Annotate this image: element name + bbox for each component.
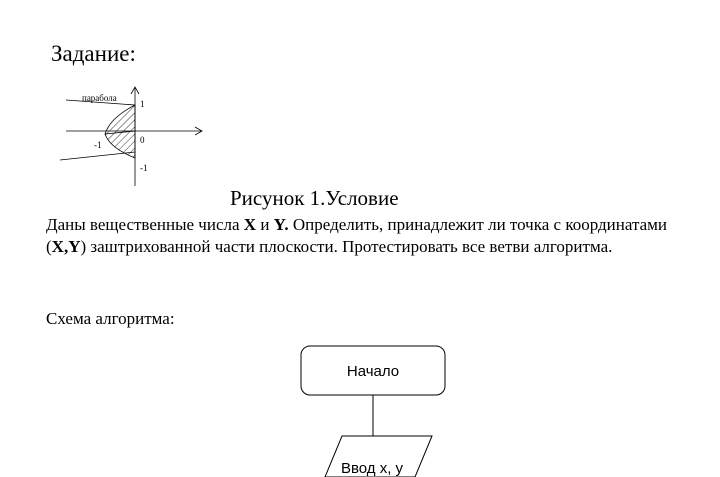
parabola-label: парабола <box>82 93 117 103</box>
input-block-label: Ввод x, y <box>340 460 404 477</box>
task-text-part2: Определить, принадлежит ли точка с координатами ( <box>46 215 667 256</box>
task-text <box>46 214 711 258</box>
var-xy: X,Y <box>51 237 81 256</box>
var-y: Y. <box>273 215 289 234</box>
start-block-label: Начало <box>346 363 400 380</box>
origin-label: 0 <box>140 135 145 145</box>
task-heading: Задание: <box>51 41 136 66</box>
task-text-part1: Даны вещественные числа <box>46 215 244 234</box>
lower-line <box>60 152 135 160</box>
y-tick-top: 1 <box>140 99 145 109</box>
var-x: X <box>243 215 257 234</box>
condition-figure <box>52 82 222 192</box>
algorithm-flowchart <box>290 340 470 477</box>
scheme-label: Схема алгоритма: <box>46 309 175 328</box>
x-tick-left: -1 <box>94 140 102 150</box>
task-text-part3: ) заштрихованной части плоскости. Протестировать все ветви алгоритма. <box>80 237 613 256</box>
task-text-and: и <box>256 215 274 234</box>
figure-caption: Рисунок 1.Условие <box>230 186 399 210</box>
y-tick-bottom: -1 <box>140 163 148 173</box>
